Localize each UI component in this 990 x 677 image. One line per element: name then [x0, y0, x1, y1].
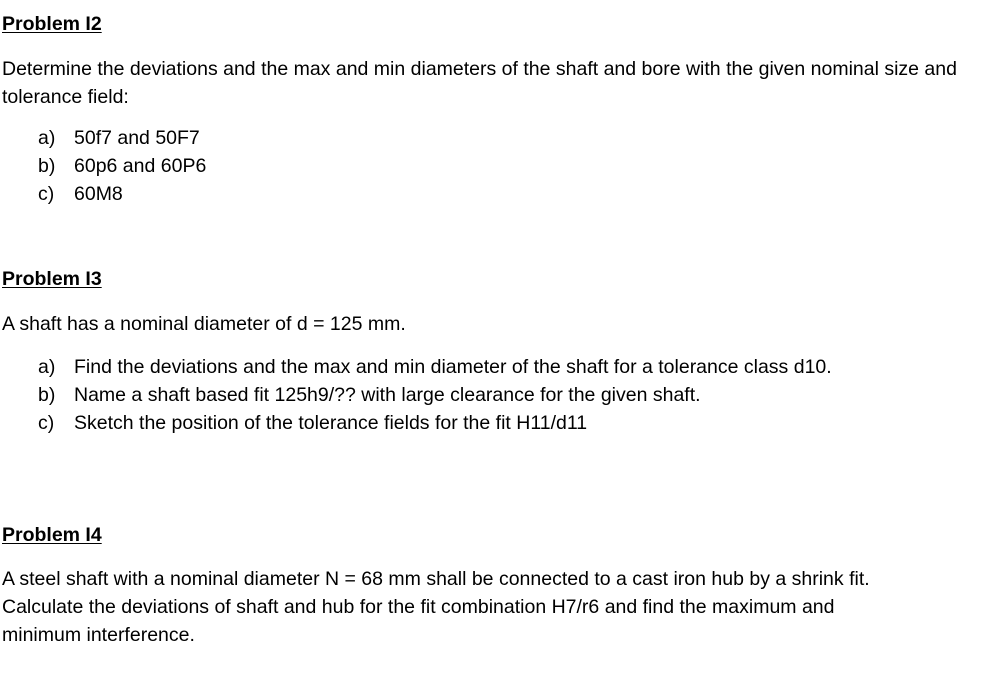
list-marker: b) — [38, 384, 56, 406]
list-item-text: 60p6 and 60P6 — [74, 155, 207, 177]
list-item-text: 50f7 and 50F7 — [74, 127, 200, 149]
list-item-text: Name a shaft based fit 125h9/?? with large clearance for the given shaft. — [74, 384, 701, 406]
subquestion-list — [38, 124, 894, 208]
list-marker: b) — [38, 155, 56, 177]
list-marker: a) — [38, 127, 56, 149]
list-item — [38, 409, 894, 437]
list-marker: c) — [38, 183, 55, 205]
list-item-text: 60M8 — [74, 183, 123, 205]
list-item — [38, 124, 894, 152]
list-marker: c) — [38, 412, 55, 434]
list-item-text: Sketch the position of the tolerance fields for the fit H11/d11 — [74, 412, 588, 434]
list-item — [38, 180, 894, 208]
problem-statement: Determine the deviations and the max and min diameters of the shaft and bore with the given nominal size and tolerance field: — [2, 58, 957, 108]
list-item — [38, 353, 894, 381]
problem-heading: Problem I2 — [2, 13, 102, 35]
list-item-text: Find the deviations and the max and min diameter of the shaft for a tolerance class d10. — [74, 356, 832, 378]
problem-heading: Problem I4 — [2, 524, 102, 546]
list-marker: a) — [38, 356, 56, 378]
list-item — [38, 381, 894, 409]
problem-statement: A shaft has a nominal diameter of d = 125 mm. — [2, 313, 406, 335]
list-item — [38, 152, 894, 180]
subquestion-list — [38, 353, 894, 437]
problem-heading: Problem I3 — [2, 268, 102, 290]
problem-statement: A steel shaft with a nominal diameter N = 68 mm shall be connected to a cast iron hub by a shrink fit. Calculate the deviations of shaft and hub for the fit combination H7/r6 and find the maximum and minimum interference. — [2, 568, 870, 646]
